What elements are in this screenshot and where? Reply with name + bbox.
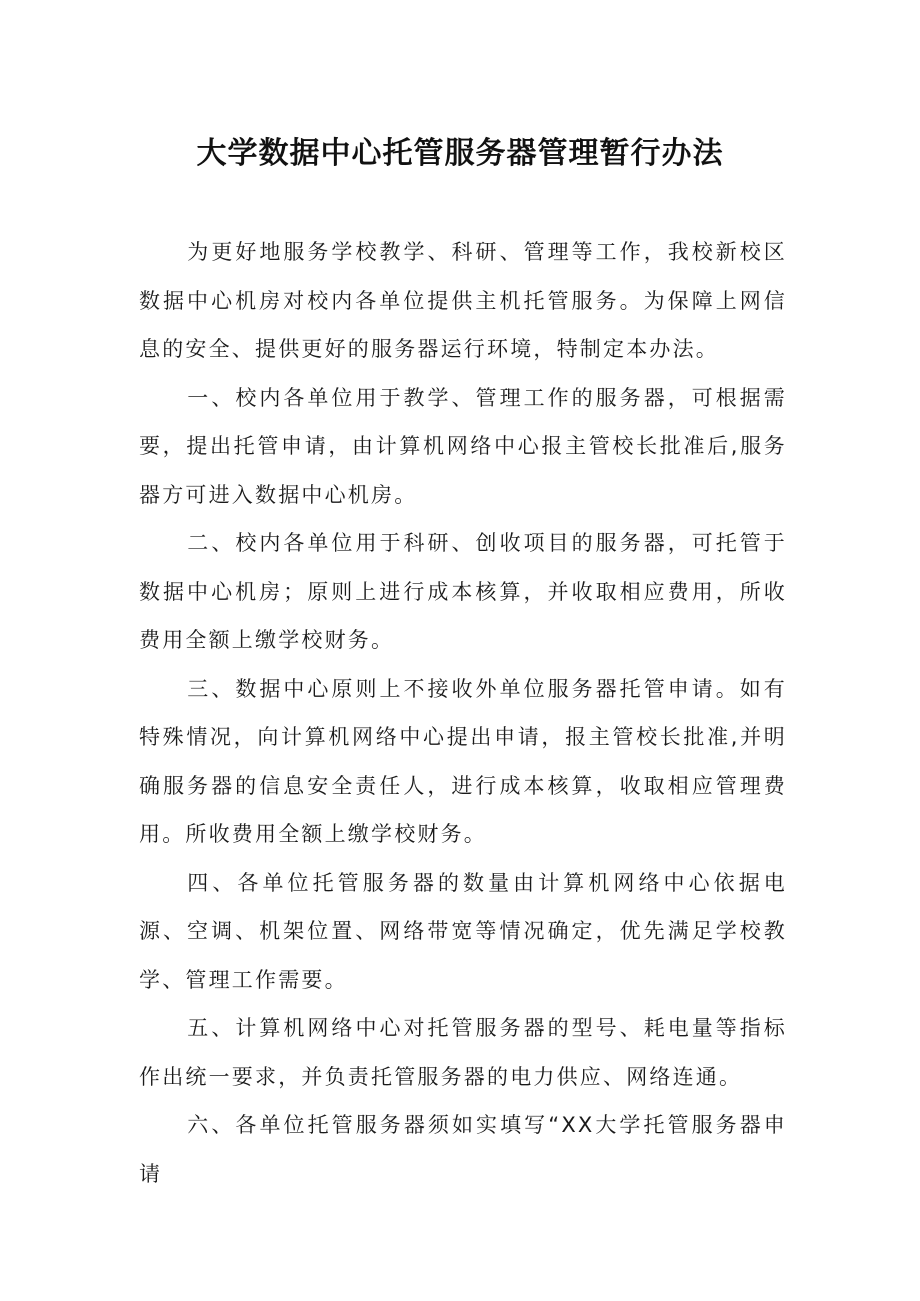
document-body bbox=[139, 228, 787, 1198]
paragraph-article-1: 一、校内各单位用于教学、管理工作的服务器，可根据需要，提出托管申请，由计算机网络中心报主管校长批准后,服务器方可进入数据中心机房。 bbox=[139, 385, 787, 507]
document-title: 大学数据中心托管服务器管理暂行办法 bbox=[196, 136, 724, 171]
paragraph-intro: 为更好地服务学校教学、科研、管理等工作，我校新校区数据中心机房对校内各单位提供主机托管服务。为保障上网信息的安全、提供更好的服务器运行环境，特制定本办法。 bbox=[139, 240, 787, 361]
paragraph-article-4: 四、各单位托管服务器的数量由计算机网络中心依据电源、空调、机架位置、网络带宽等情况确定，优先满足学校教学、管理工作需要。 bbox=[139, 870, 787, 992]
paragraph-article-3: 三、数据中心原则上不接收外单位服务器托管申请。如有特殊情况，向计算机网络中心提出申请，报主管校长批准,并明确服务器的信息安全责任人，进行成本核算，收取相应管理费用。所收费用全额上缴学校财务。 bbox=[139, 676, 787, 846]
paragraph-article-6: 六、各单位托管服务器须如实填写“XX大学托管服务器申请 bbox=[139, 1113, 787, 1186]
paragraph-article-5: 五、计算机网络中心对托管服务器的型号、耗电量等指标作出统一要求，并负责托管服务器的电力供应、网络连通。 bbox=[139, 1016, 787, 1089]
paragraph-article-2: 二、校内各单位用于科研、创收项目的服务器，可托管于数据中心机房；原则上进行成本核算，并收取相应费用，所收费用全额上缴学校财务。 bbox=[139, 531, 787, 652]
